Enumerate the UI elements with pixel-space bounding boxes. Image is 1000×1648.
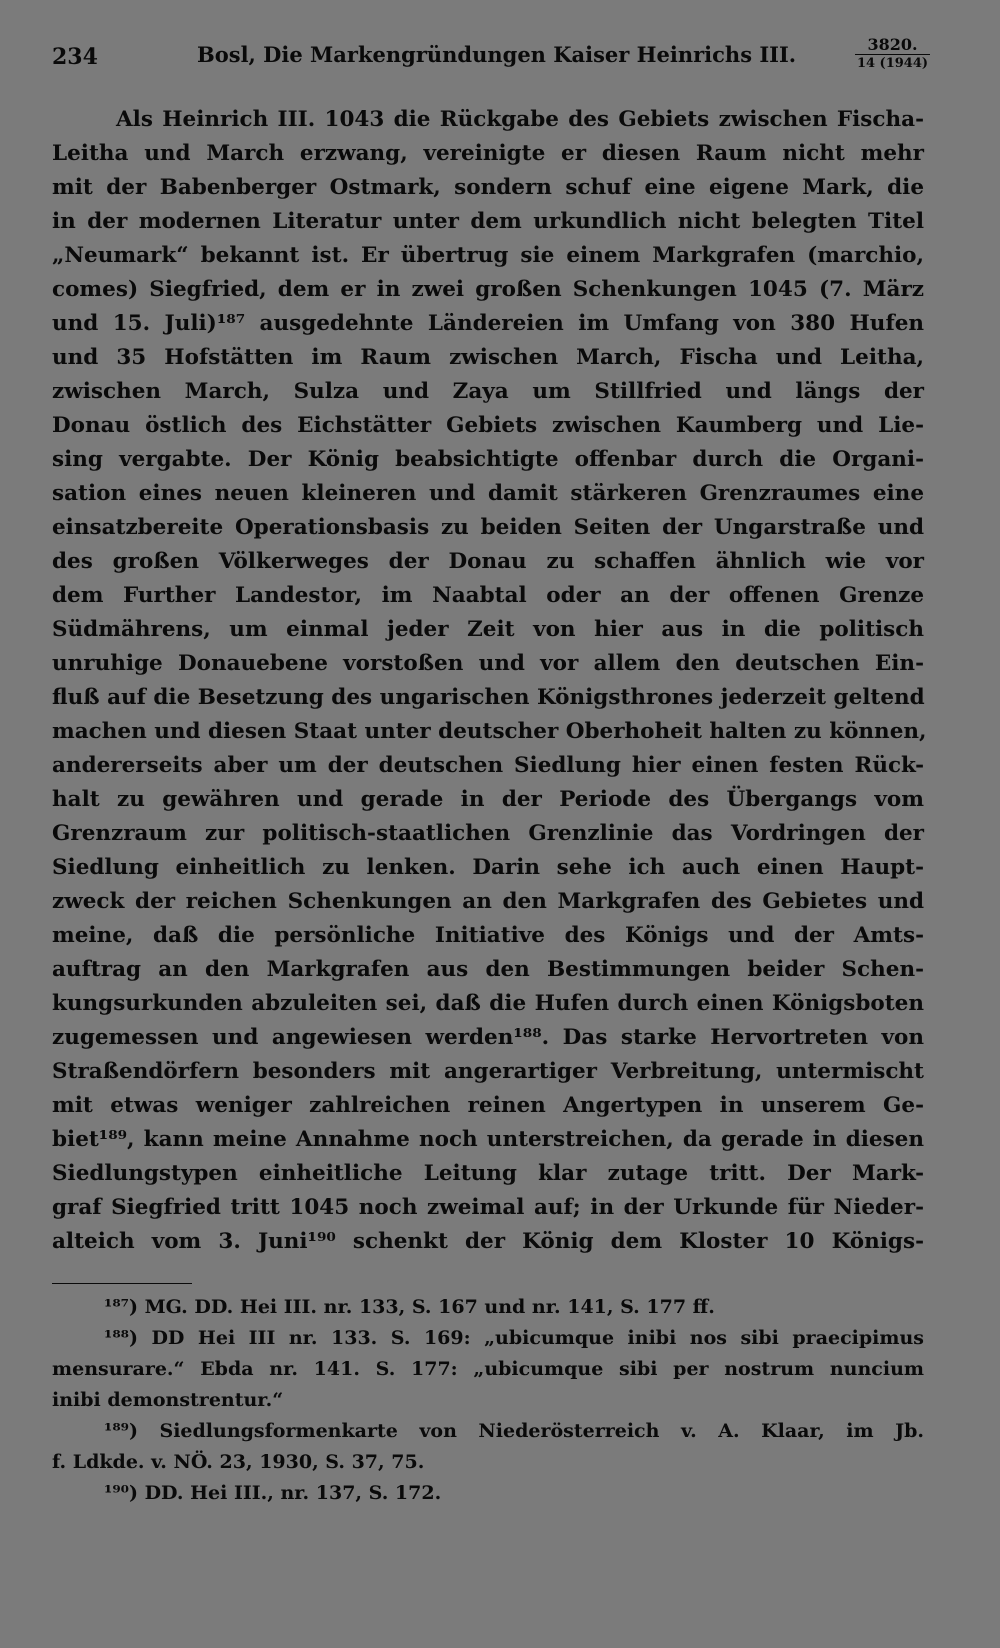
body-line: in der modernen Literatur unter dem urkundlich nicht belegten Titel	[52, 209, 924, 234]
body-line: Donau östlich des Eichstätter Gebiets zwischen Kaumberg und Lie-	[52, 413, 924, 438]
body-line: Grenzraum zur politisch-staatlichen Grenzlinie das Vordringen der	[52, 821, 924, 846]
body-line: sation eines neuen kleineren und damit stärkeren Grenzraumes eine	[52, 481, 924, 506]
body-line: Als Heinrich III. 1043 die Rückgabe des Gebiets zwischen Fischa-	[116, 107, 924, 132]
page-number: 234	[52, 44, 98, 70]
page-header	[0, 0, 951, 80]
body-line: und 15. Juli)¹⁸⁷ ausgedehnte Ländereien im Umfang von 380 Hufen	[52, 311, 924, 336]
body-line: zwischen March, Sulza und Zaya um Stillfried und längs der	[52, 379, 924, 404]
body-line: Siedlungstypen einheitliche Leitung klar zutage tritt. Der Mark-	[52, 1161, 924, 1186]
body-line: Siedlung einheitlich zu lenken. Darin sehe ich auch einen Haupt-	[52, 855, 924, 880]
body-line: graf Siegfried tritt 1045 noch zweimal auf; in der Urkunde für Nieder-	[52, 1195, 924, 1220]
body-line: mit etwas weniger zahlreichen reinen Angertypen in unserem Ge-	[52, 1093, 924, 1118]
body-line: dem Further Landestor, im Naabtal oder an der offenen Grenze	[52, 583, 924, 608]
body-line: unruhige Donauebene vorstoßen und vor allem den deutschen Ein-	[52, 651, 924, 676]
body-line: Straßendörfern besonders mit angerartiger Verbreitung, untermischt	[52, 1059, 924, 1084]
body-line: mit der Babenberger Ostmark, sondern schuf eine eigene Mark, die	[52, 175, 924, 200]
volume-info	[855, 36, 930, 72]
body-line: zweck der reichen Schenkungen an den Markgrafen des Gebietes und	[52, 889, 924, 914]
footnote-line: ¹⁸⁹) Siedlungsformenkarte von Niederösterreich v. A. Klaar, im Jb.	[104, 1420, 924, 1442]
body-line: sing vergabte. Der König beabsichtigte offenbar durch die Organi-	[52, 447, 924, 472]
body-line: halt zu gewähren und gerade in der Periode des Übergangs vom	[52, 787, 924, 812]
body-line: andererseits aber um der deutschen Siedlung hier einen festen Rück-	[52, 753, 924, 778]
body-text	[52, 103, 927, 1259]
body-line: des großen Völkerweges der Donau zu schaffen ähnlich wie vor	[52, 549, 924, 574]
body-line: kungsurkunden abzuleiten sei, daß die Hufen durch einen Königsboten	[52, 991, 924, 1016]
body-line: Leitha und March erzwang, vereinigte er diesen Raum nicht mehr	[52, 141, 924, 166]
footnote-line: inibi demonstrentur.“	[52, 1389, 284, 1411]
body-line: Südmährens, um einmal jeder Zeit von hier aus in die politisch	[52, 617, 924, 642]
body-line: comes) Siegfried, dem er in zwei großen Schenkungen 1045 (7. März	[52, 277, 924, 302]
body-line: und 35 Hofstätten im Raum zwischen March, Fischa und Leitha,	[52, 345, 924, 370]
body-line: machen und diesen Staat unter deutscher Oberhoheit halten zu können,	[52, 719, 927, 744]
body-line: „Neumark“ bekannt ist. Er übertrug sie einem Markgrafen (marchio,	[52, 243, 924, 268]
footnote-separator	[52, 1283, 192, 1284]
body-line: meine, daß die persönliche Initiative des Königs und der Amts-	[52, 923, 924, 948]
footnote-line: ¹⁹⁰) DD. Hei III., nr. 137, S. 172.	[104, 1482, 442, 1504]
footnote-line: f. Ldkde. v. NÖ. 23, 1930, S. 37, 75.	[52, 1451, 425, 1473]
footnote-line: mensurare.“ Ebda nr. 141. S. 177: „ubicumque sibi per nostrum nuncium	[52, 1358, 924, 1380]
volume-year: 14 (1944)	[856, 56, 929, 71]
body-line: einsatzbereite Operationsbasis zu beiden Seiten der Ungarstraße und	[52, 515, 924, 540]
body-line: auftrag an den Markgrafen aus den Bestimmungen beider Schen-	[52, 957, 924, 982]
body-line: biet¹⁸⁹, kann meine Annahme noch unterstreichen, da gerade in diesen	[52, 1127, 924, 1152]
footnote-line: ¹⁸⁷) MG. DD. Hei III. nr. 133, S. 167 und nr. 141, S. 177 ff.	[104, 1296, 715, 1318]
body-line: alteich vom 3. Juni¹⁹⁰ schenkt der König dem Kloster 10 Königs-	[52, 1229, 924, 1254]
running-head: Bosl, Die Markengründungen Kaiser Heinrichs III.	[197, 42, 797, 67]
footnotes	[52, 1292, 924, 1509]
body-line: zugemessen und angewiesen werden¹⁸⁸. Das starke Hervortreten von	[52, 1025, 924, 1050]
footnote-line: ¹⁸⁸) DD Hei III nr. 133. S. 169: „ubicumque inibi nos sibi praecipimus	[104, 1327, 924, 1349]
volume-number: 3820.	[855, 36, 930, 55]
body-line: fluß auf die Besetzung des ungarischen Königsthrones jederzeit geltend	[52, 685, 925, 710]
